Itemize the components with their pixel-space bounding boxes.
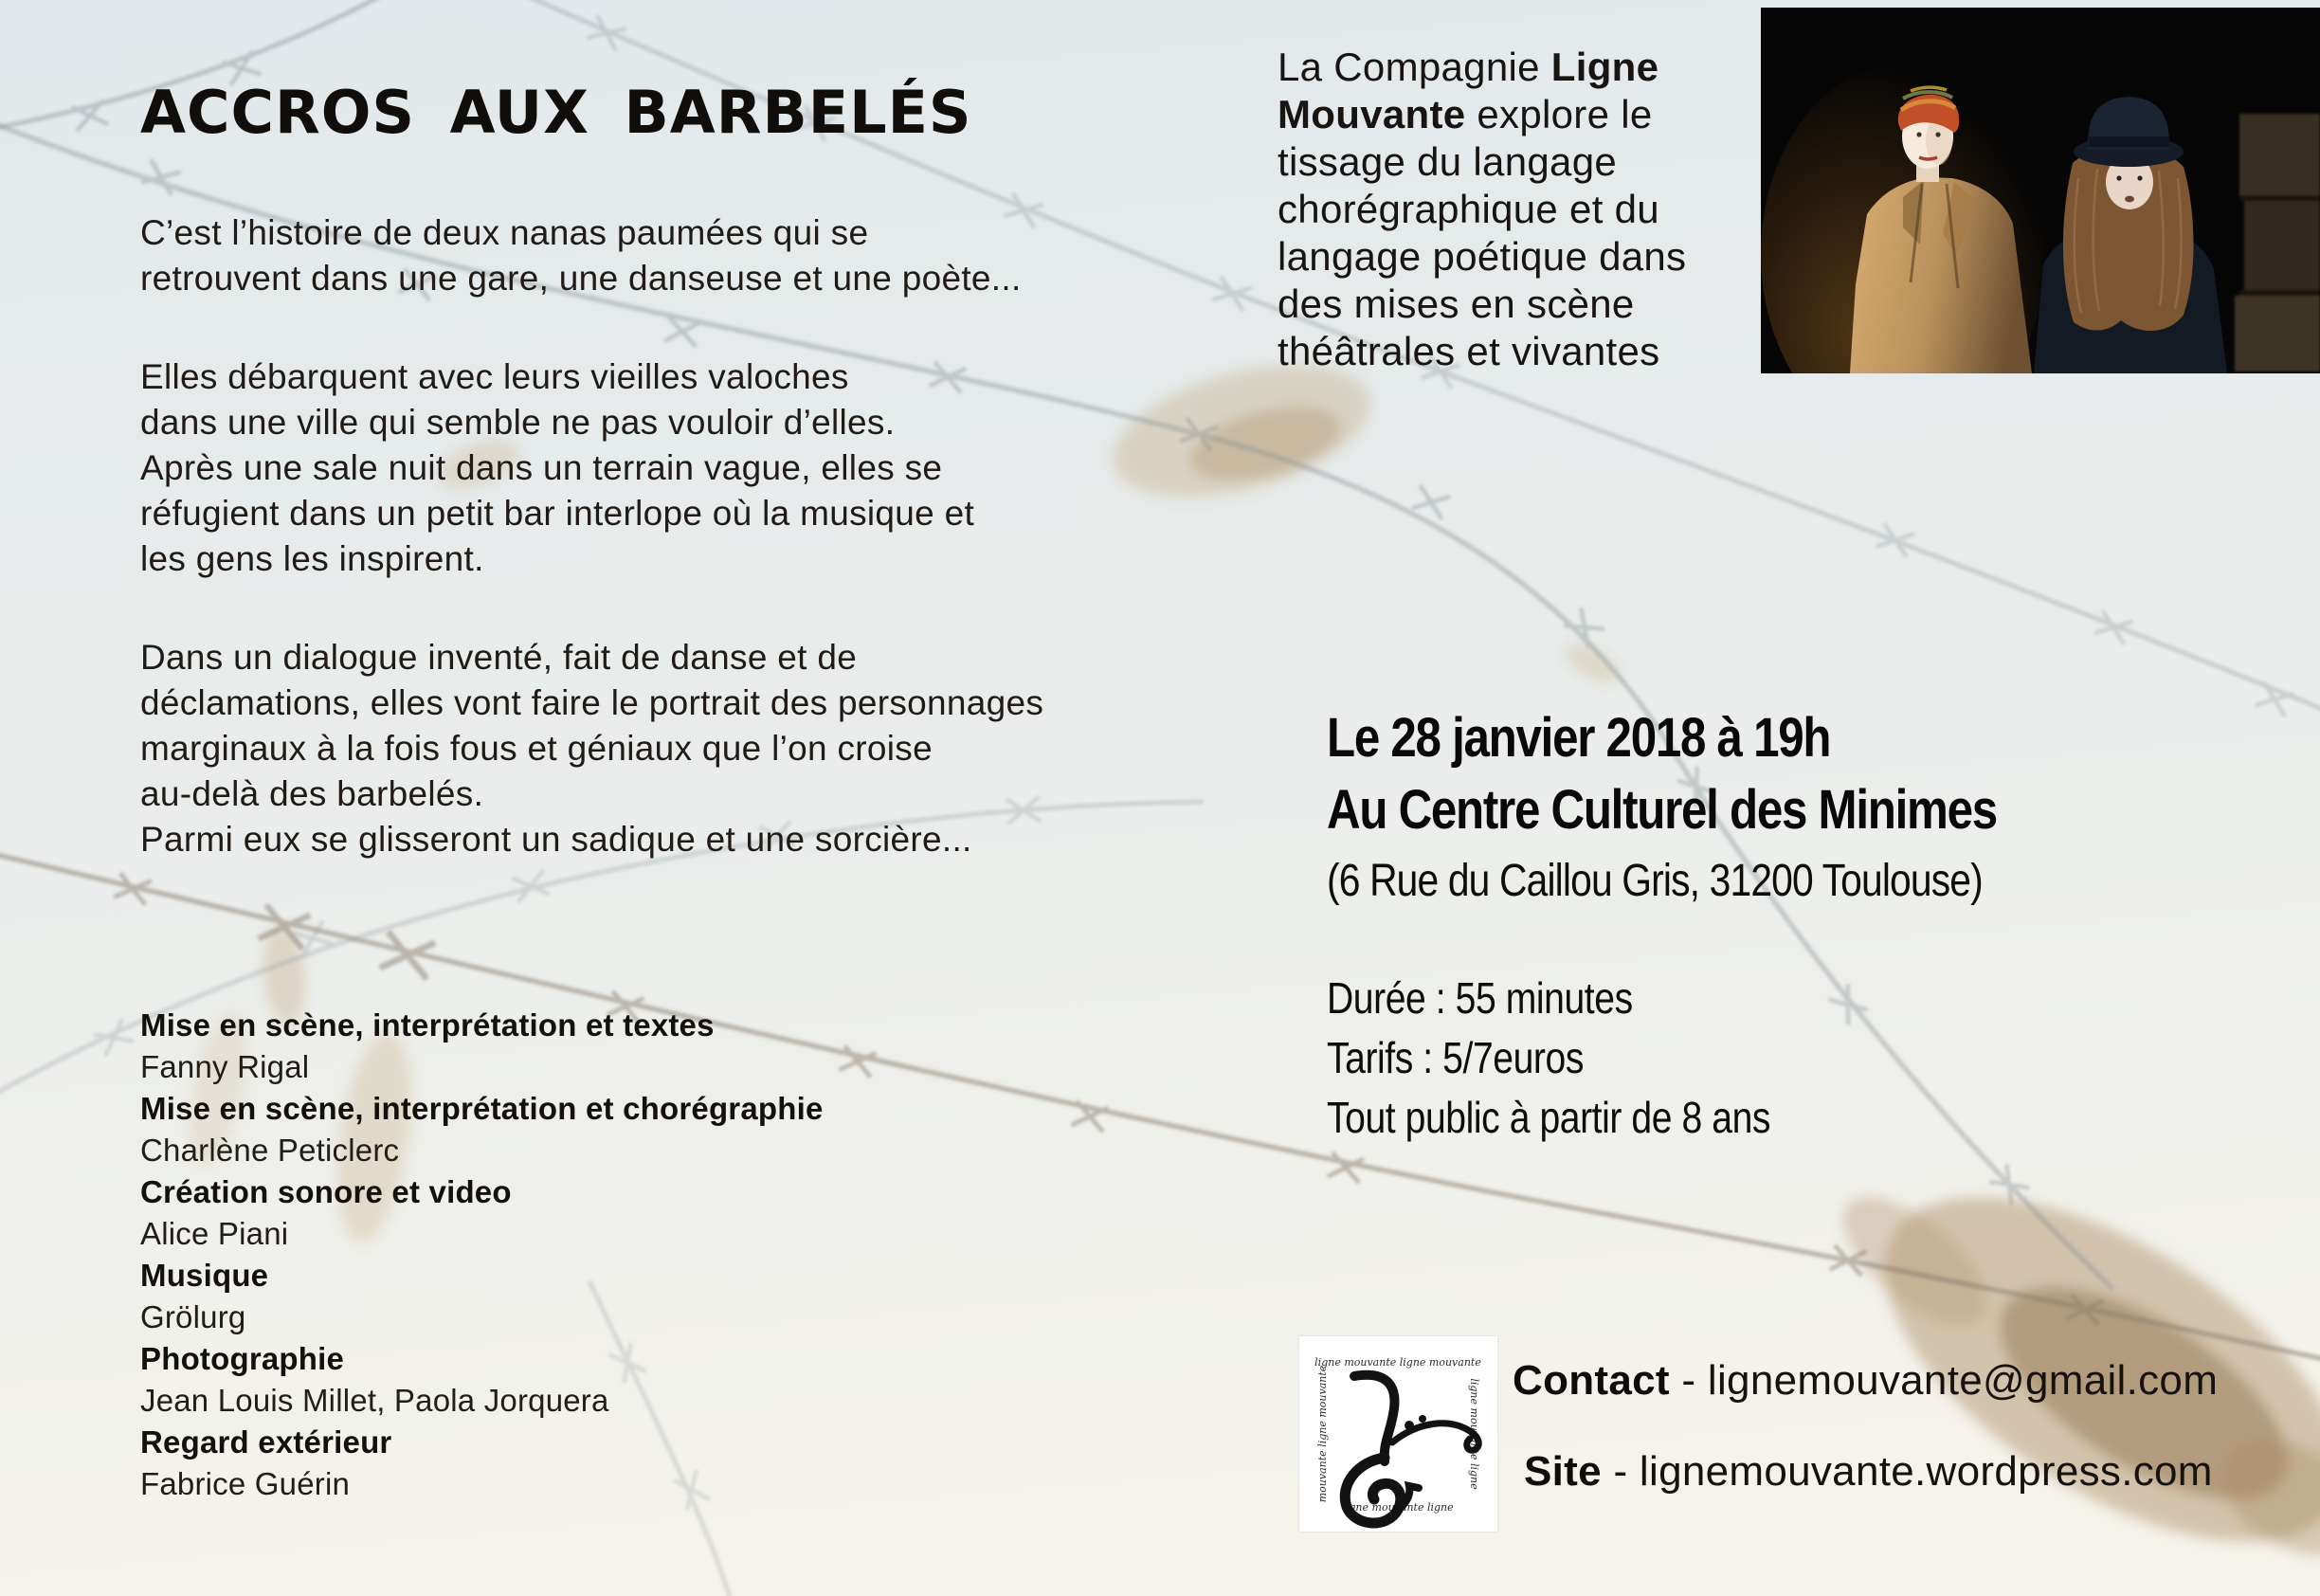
text-line: déclamations, elles vont faire le portrait des personnages: [140, 683, 1044, 722]
contact-row: [1513, 1357, 2218, 1405]
credit-role: Mise en scène, interprétation et textes: [140, 1007, 715, 1043]
svg-text:ligne mouvante ligne: ligne mouvante ligne: [1468, 1378, 1480, 1490]
text-line: dans une ville qui semble ne pas vouloir d’elles.: [140, 403, 896, 442]
credits-list: [140, 1005, 824, 1505]
site-row: [1524, 1448, 2213, 1496]
credit-role: Création sonore et video: [140, 1174, 512, 1209]
text-line: La Compagnie Ligne: [1278, 45, 1659, 89]
text-line: théâtrales et vivantes: [1278, 329, 1660, 373]
text-line: réfugient dans un petit bar interlope où la musique et: [140, 494, 975, 533]
credit-names: Grölurg: [140, 1299, 246, 1334]
text-line: au-delà des barbelés.: [140, 774, 484, 813]
text-line: Elles débarquent avec leurs vieilles valoches: [140, 357, 849, 396]
svg-text:mouvante ligne mouvante: mouvante ligne mouvante: [1316, 1365, 1329, 1503]
synopsis: [140, 210, 1043, 916]
event-venue: Au Centre Culturel des Minimes: [1327, 779, 1997, 841]
text-line: retrouvent dans une gare, une danseuse et une poète...: [140, 259, 1022, 298]
contact-separator: -: [1681, 1357, 1696, 1404]
synopsis-paragraph-1: [140, 210, 1043, 301]
credit-role: Regard extérieur: [140, 1424, 392, 1460]
stage-boxes: [2235, 114, 2320, 372]
credit-names: Charlène Peticlerc: [140, 1133, 400, 1168]
event-audience: Tout public à partir de 8 ans: [1327, 1093, 1771, 1142]
contact-email: lignemouvante@gmail.com: [1707, 1357, 2219, 1404]
site-url: lignemouvante.wordpress.com: [1639, 1448, 2213, 1495]
event-duration: Durée : 55 minutes: [1327, 973, 1633, 1023]
text-line: Après une sale nuit dans un terrain vague, elles se: [140, 448, 943, 487]
text-line: les gens les inspirent.: [140, 539, 484, 578]
text-line: marginaux à la fois fous et géniaux que l’on croise: [140, 729, 933, 768]
site-separator: -: [1613, 1448, 1628, 1495]
site-label: Site: [1524, 1448, 1602, 1495]
credit-names: Fanny Rigal: [140, 1049, 310, 1084]
poster-title: ACCROS AUX BARBELÉS: [140, 77, 972, 147]
credit-role: Mise en scène, interprétation et chorégraphie: [140, 1091, 824, 1126]
text-line: Mouvante explore le: [1278, 92, 1653, 136]
text-line: langage poétique dans: [1278, 234, 1687, 279]
synopsis-paragraph-2: [140, 354, 1043, 582]
credit-role: Musique: [140, 1258, 269, 1293]
event-info: [1327, 969, 1849, 1148]
event-tarifs: Tarifs : 5/7euros: [1327, 1033, 1584, 1082]
company-description: [1278, 44, 1686, 375]
show-photo: [1761, 8, 2320, 373]
synopsis-paragraph-3: [140, 635, 1043, 862]
ligne-mouvante-logo: [1299, 1336, 1497, 1532]
event-address: (6 Rue du Caillou Gris, 31200 Toulouse): [1327, 856, 1983, 906]
svg-text:ligne mouvante ligne mouvante: ligne mouvante ligne mouvante: [1314, 1356, 1481, 1369]
text-line: chorégraphique et du: [1278, 187, 1659, 231]
text-line: Parmi eux se glisseront un sadique et une sorcière...: [140, 820, 972, 859]
svg-text:ligne mouvante ligne: ligne mouvante ligne: [1342, 1501, 1454, 1514]
text-line: des mises en scène: [1278, 281, 1635, 326]
text-line: tissage du langage: [1278, 139, 1618, 184]
credit-role: Photographie: [140, 1341, 345, 1376]
contact-label: Contact: [1513, 1357, 1670, 1404]
credit-names: Alice Piani: [140, 1216, 289, 1251]
event-date: Le 28 janvier 2018 à 19h: [1327, 707, 1831, 769]
credit-names: Jean Louis Millet, Paola Jorquera: [140, 1383, 609, 1418]
credit-names: Fabrice Guérin: [140, 1466, 351, 1501]
text-line: Dans un dialogue inventé, fait de danse et de: [140, 638, 858, 677]
text-line: C’est l’histoire de deux nanas paumées qui se: [140, 213, 869, 252]
